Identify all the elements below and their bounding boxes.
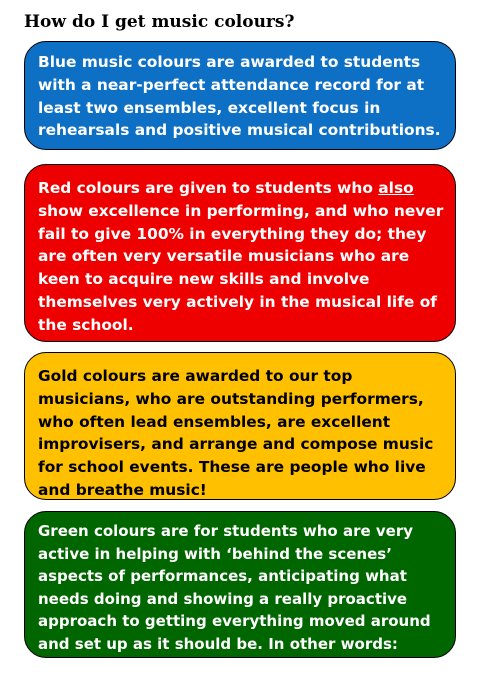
blue-colours-text: are awarded to students with a near-perfect attendance record for at least two ensembles, excellent focus in rehearsals and positive musical contributions. [38,53,441,140]
blue-colours-description [38,51,445,142]
green-colours-card [24,511,456,676]
green-colours-lead: Green colours [38,522,156,540]
green-colours-text: are for students who are very active in helping with ‘behind the scenes’ aspects of performances, anticipating what needs doing and showing a really proactive approach to getting everything moved around and set up as it should be. In other words: roadies and techies! [38,522,431,676]
blue-colours-card [24,41,456,150]
green-colours-description [38,520,445,678]
red-colours-card [24,164,456,342]
gold-colours-description [38,365,445,502]
red-colours-lead: Red colours [38,179,140,197]
gold-colours-text: are awarded to our top musicians, who are outstanding performers, who often lead ensembles, are excellent improvisers, and arrange and compose music for school events. These are people who live and breathe music! [38,367,434,499]
red-colours-text-before: are given to students who [139,179,379,197]
gold-colours-lead: Gold colours [38,367,147,385]
red-colours-text-after: show excellence in performing, and who never fail to give 100% in everything they do; they are often very versatile musicians who are keen to acquire new skills and involve themselves very actively in the musical life of the school. [38,201,444,334]
red-colours-underlined-word: also [378,179,414,197]
red-colours-description [38,177,445,337]
blue-colours-lead: Blue music colours [38,53,201,71]
gold-colours-card [24,352,456,500]
page-title: How do I get music colours? [24,12,295,32]
